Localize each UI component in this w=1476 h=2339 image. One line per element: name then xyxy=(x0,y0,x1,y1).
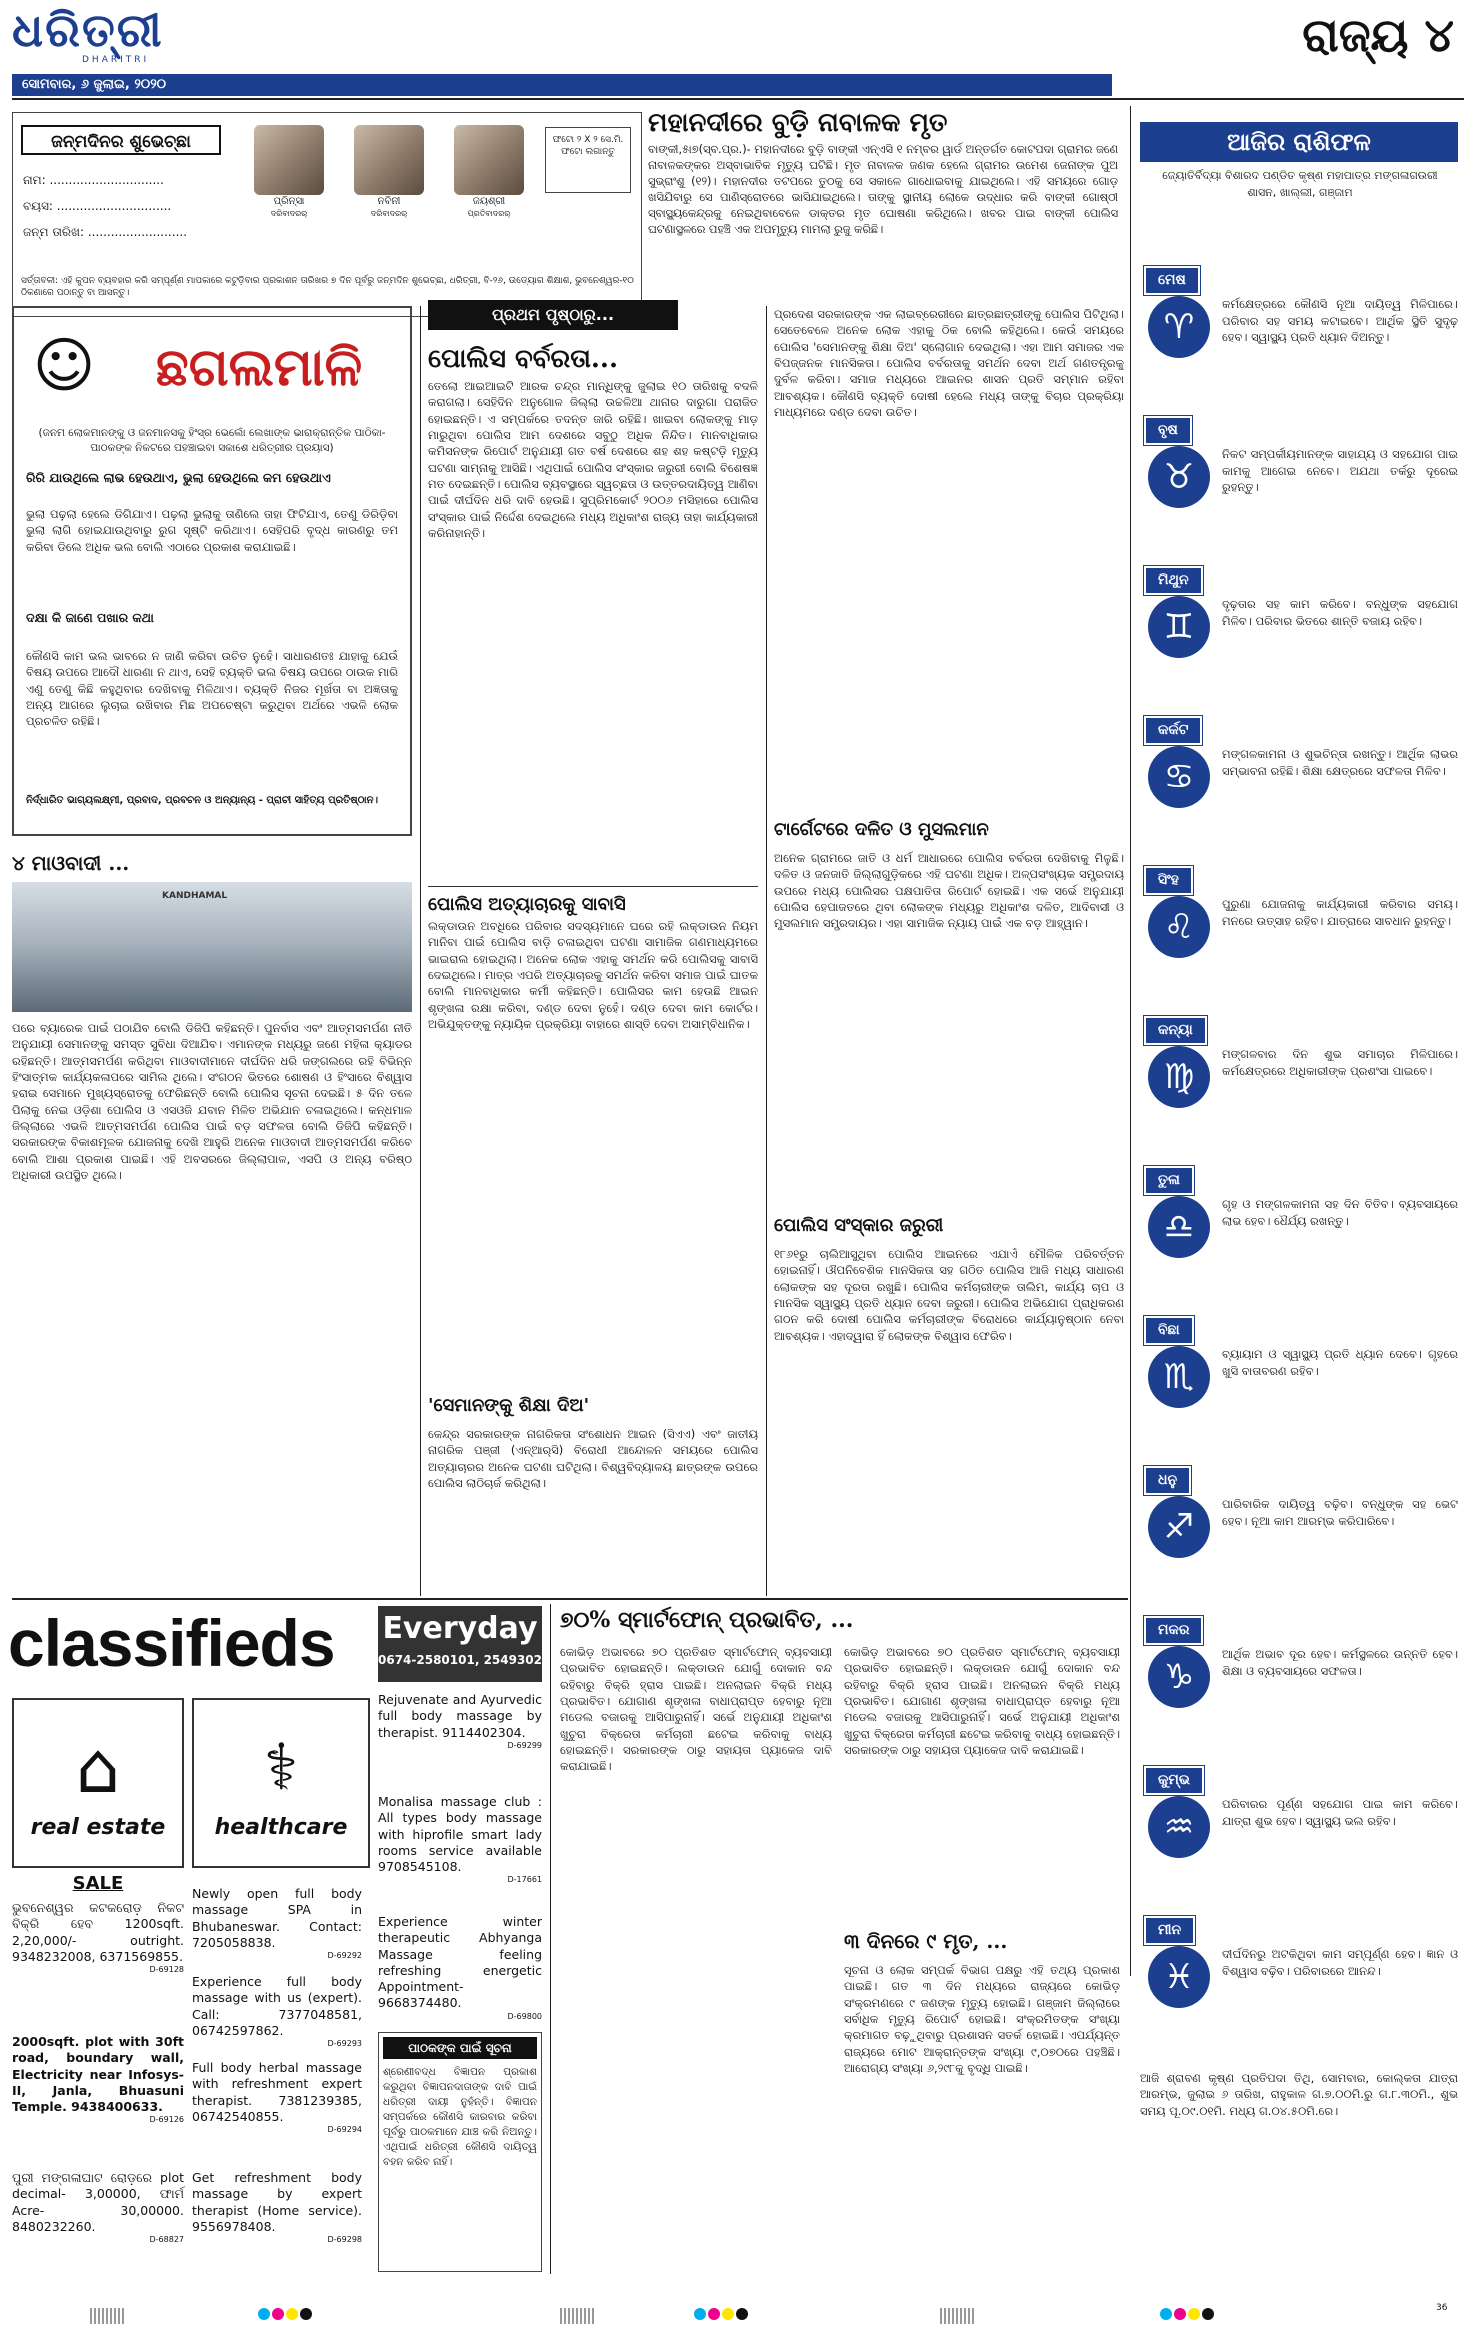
ad-text: 2000sqft. plot with 30ft road, boundary wall, Electricity near Infosys-II, Janla, Bhuasuni Temple. 9438400633. xyxy=(12,2034,184,2114)
birthday-title: ଜନ୍ମଦିନର ଶୁଭେଚ୍ଛା xyxy=(21,125,221,155)
sign-name: ବୃଷ xyxy=(1144,416,1192,445)
stethoscope-icon: ⚕ xyxy=(263,1731,299,1806)
horoscope-sign xyxy=(1140,1162,1458,1306)
sign-name: ତୁଳା xyxy=(1144,1166,1194,1195)
zodiac-icon: ♉ xyxy=(1148,446,1210,508)
form-age-label[interactable]: ବୟସ: .............................. xyxy=(23,199,172,213)
photo-placeholder[interactable]: ଫଟୋ ୨ X ୨ ସେ.ମି. ଫଟୋ ଲଗାନ୍ତୁ xyxy=(545,127,631,193)
maoist-headline: ୪ ମାଓବାଦୀ ... xyxy=(12,851,130,875)
ad-code: D-69128 xyxy=(149,1965,184,1974)
sign-forecast: ବ୍ୟାୟାମ ଓ ସ୍ୱାସ୍ଥ୍ୟ ପ୍ରତି ଧ୍ୟାନ ଦେବେ। ଗୃହରେ ଖୁସି ବାତାବରଣ ରହିବ। xyxy=(1222,1347,1458,1378)
sign-forecast: ନିକଟ ସମ୍ପର୍କୀୟମାନଙ୍କ ସାହାଯ୍ୟ ଓ ସହଯୋଗ ପାଇ କାମକୁ ଆଗେଇ ନେବେ। ଅଯଥା ତର୍କରୁ ଦୂରେଇ ରୁହନ୍ତୁ। xyxy=(1222,447,1458,495)
chagala-text-2: କୌଣସି କାମ ଭଲ ଭାବରେ ନ ଜାଣି କରିବା ଉଚିତ ନୁହେଁ। ସାଧାରଣତଃ ଯାହାକୁ ଯେଉଁ ବିଷୟ ଉପରେ ଆଦୌ ଧାରଣା ନ ଥାଏ, ସେହି ବ୍ୟକ୍ତି ଭଲ ବିଷୟ ଉପରେ ଠାଉକ ମାରି ଏଣୁ ତେଣୁ କିଛି କହୁଥିବାର ଦେଖିବାକୁ ମିଳିଥାଏ। ବ୍ୟକ୍ତି ନିଜର ମୂର୍ଖତା ବା ଅଜ୍ଞତାକୁ ଅନ୍ୟ ଆଗରେ ଲୁଚାଇ ରଖିବାର ମିଛ ଅପଚେଷ୍ଟା କରୁଥିବା ଅର୍ଥରେ ଏଭଳି ଲୋକ ପ୍ରଚଳିତ ରହିଛି। xyxy=(26,649,398,729)
ad-code: D-69299 xyxy=(507,1740,542,1750)
birthday-form xyxy=(23,167,223,245)
horoscope-sign xyxy=(1140,562,1458,706)
kid-name: ନବିନୀ xyxy=(377,196,401,207)
covid-body: ସୂଚନା ଓ ଲୋକ ସମ୍ପର୍କ ବିଭାଗ ପକ୍ଷରୁ ଏହି ତଥ୍ୟ ପ୍ରକାଶ ପାଇଛି। ଗତ ୩ ଦିନ ମଧ୍ୟରେ ରାଜ୍ୟରେ କୋଭିଡ଼ ସଂକ୍ରମଣରେ ୯ ଜଣଙ୍କ ମୃତ୍ୟୁ ହୋଇଛି। ଗଞ୍ଜାମ ଜିଲ୍ଲାରେ ସର୍ବାଧିକ ମୃତ୍ୟୁ ରିପୋର୍ଟ ହୋଇଛି। ସଂକ୍ରମିତଙ୍କ ସଂଖ୍ୟା କ୍ରମାଗତ ବଢ଼ୁଥିବାରୁ ପ୍ରଶାସନ ସତର୍କ ହୋଇଛି। ଏପର୍ଯ୍ୟନ୍ତ ରାଜ୍ୟରେ ମୋଟ ଆକ୍ରାନ୍ତଙ୍କ ସଂଖ୍ୟା ୯,୦୭୦ରେ ପହଞ୍ଚିଛି। ଆରୋଗ୍ୟ ସଂଖ୍ୟା ୬,୨୯୮କୁ ବୃଦ୍ଧି ପାଇଛି। xyxy=(844,1963,1120,2075)
chagala-head-1: ରିରି ଯାଉଥିଲେ ଲାଭ ହେଉଥାଏ, ଭୁଲା ହେଉଥିଲେ କମ ହେଉଥାଏ xyxy=(26,470,331,485)
health-ad-2 xyxy=(378,1794,542,1886)
zodiac-icon: ♐ xyxy=(1148,1496,1210,1558)
horoscope-sign xyxy=(1140,1312,1458,1456)
health-ad-5 xyxy=(192,1974,362,2050)
chagala-title: ଛଗଲମାଳି xyxy=(155,337,363,398)
horoscope-sign xyxy=(1140,1762,1458,1906)
ad-code: D-69800 xyxy=(507,2011,542,2021)
covid-headline: ୩ ଦିନରେ ୯ ମୃତ, ... xyxy=(844,1929,1008,1953)
house-icon: ⌂ xyxy=(75,1727,121,1810)
police-sub-1: ପୋଲିସ ଅତ୍ୟାଚାରକୁ ସାବାସି xyxy=(428,886,758,917)
smartphone-headline: ୭୦% ସ୍ମାର୍ଟଫୋନ୍ ପ୍ରଭାବିତ, ... xyxy=(560,1607,854,1633)
health-ad-6 xyxy=(192,2060,362,2136)
zodiac-icon: ♓ xyxy=(1148,1946,1210,2008)
zodiac-icon: ♎ xyxy=(1148,1196,1210,1258)
logo-latin: DHARITRI xyxy=(82,55,150,65)
sign-name: ବିଛା xyxy=(1144,1316,1194,1345)
cmyk-dots xyxy=(258,2308,314,2325)
ad-text: Newly open full body massage SPA in Bhubaneswar. Contact: 7205058838. xyxy=(192,1886,362,1950)
sign-forecast: ଆର୍ଥିକ ଅଭାବ ଦୂର ହେବ। କର୍ମସ୍ଥଳରେ ଉନ୍ନତି ହେବ। ଶିକ୍ଷା ଓ ବ୍ୟବସାୟରେ ସଫଳତା। xyxy=(1222,1647,1458,1678)
kid-photo xyxy=(354,125,424,195)
sign-forecast: ପୁରୁଣା ଯୋଜନାକୁ କାର୍ଯ୍ୟକାରୀ କରିବାର ସମୟ। ମନରେ ଉତ୍ସାହ ରହିବ। ଯାତ୍ରାରେ ସାବଧାନ ରୁହନ୍ତୁ। xyxy=(1222,897,1458,928)
kid-photo-2 xyxy=(348,125,430,219)
police-sub-2-body: କେନ୍ଦ୍ର ସରକାରଙ୍କ ନାଗରିକତା ସଂଶୋଧନ ଆଇନ (ସିଏଏ) ଏବଂ ଜାତୀୟ ନାଗରିକ ପଞ୍ଜୀ (ଏନ୍‌ଆର୍‌ସି) ବିରୋଧୀ ଆନ୍ଦୋଳନ ସମୟରେ ପୋଲିସ ଅତ୍ୟାଚାରର ଅନେକ ଘଟଣା ଘଟିଥିଲା। ବିଶ୍ୱବିଦ୍ୟାଳୟ ଛାତ୍ରଙ୍କ ଉପରେ ପୋଲିସ ଲାଠିଚାର୍ଜ କରିଥିଲା। xyxy=(428,1427,758,1490)
top-story-headline: ମହାନଦୀରେ ବୁଡ଼ି ନାବାଳକ ମୃତ xyxy=(648,108,948,138)
ad-code: D-69298 xyxy=(327,2235,362,2244)
sale-ad-2 xyxy=(12,2034,184,2126)
kid-name: ଜୟଶ୍ରୀ xyxy=(472,196,506,207)
horoscope-sign xyxy=(1140,862,1458,1006)
sign-name: ମିଥୁନ xyxy=(1144,566,1203,595)
health-ad-7 xyxy=(192,2170,362,2246)
sign-name: କନ୍ୟା xyxy=(1144,1016,1207,1045)
form-dob-label[interactable]: ଜନ୍ମ ତାରିଖ: .......................... xyxy=(23,225,188,239)
sign-name: ମୀନ xyxy=(1144,1916,1195,1945)
registration-mark xyxy=(90,2308,126,2324)
ad-code: D-69293 xyxy=(327,2039,362,2048)
chagala-head-2: ଦକ୍ଷା କି ଜାଣେ ପଖାର କଥା xyxy=(26,610,154,625)
horoscope-sign xyxy=(1140,1012,1458,1156)
real-estate-box xyxy=(12,1698,184,1868)
kid-place: ପ୍ରତିବାଦରର୍ xyxy=(467,208,511,218)
smartphone-body-col2: କୋଭିଡ଼ ଅଭାବରେ ୭୦ ପ୍ରତିଶତ ସ୍ମାର୍ଟଫୋନ୍ ବ୍ୟବସାୟୀ ପ୍ରଭାବିତ ହୋଇଛନ୍ତି। ଲକ୍‌ଡାଉନ ଯୋଗୁଁ ଦୋକାନ ବନ୍ଦ ରହିବାରୁ ବିକ୍ରି ହ୍ରାସ ପାଇଛି। ଅନଲାଇନ ବିକ୍ରି ମଧ୍ୟ ପ୍ରଭାବିତ। ଯୋଗାଣ ଶୃଙ୍ଖଳା ବାଧାପ୍ରାପ୍ତ ହେବାରୁ ନୂଆ ମଡେଲ ବଜାରକୁ ଆସିପାରୁନାହିଁ। ସର୍ଭେ ଅନୁଯାୟୀ ଅଧିକାଂଶ ଖୁଚୁରା ବିକ୍ରେତା କର୍ମଚାରୀ ଛଟେଇ କରିବାକୁ ବାଧ୍ୟ ହୋଇଛନ୍ତି। ସରକାରଙ୍କ ଠାରୁ ସହାୟତା ପ୍ୟାକେଜ ଦାବି କରାଯାଇଛି। xyxy=(844,1645,1120,1757)
ad-text: ପୁରୀ ମଙ୍ଗଳାଘାଟ ରୋଡ଼ରେ plot decimal- 3,00000, ଫାର୍ମ Acre- 30,00000. 8480232260. xyxy=(12,2170,184,2234)
zodiac-icon: ♑ xyxy=(1148,1646,1210,1708)
police-sub-3: ଟାର୍ଗେଟରେ ଦଳିତ ଓ ମୁସଲମାନ xyxy=(774,819,989,840)
sign-name: ସିଂହ xyxy=(1144,866,1193,895)
police-sub-1-body: ଲକ୍‌ଡାଉନ ଅବଧିରେ ପରିବାର ସଦସ୍ୟମାନେ ଘରେ ରହି ଲକ୍‌ଡାଉନ ନିୟମ ମାନିବା ପାଇଁ ପୋଲିସ ବାଡ଼ି ଚଳାଇଥିବା ଘଟଣା ସାମାଜିକ ଗଣମାଧ୍ୟମରେ ଭାଇରାଲ ହୋଇଥିଲା। ଅନେକ ଲୋକ ଏହାକୁ ସମର୍ଥନ କରି ପୋଲିସକୁ ସାବାସି ଦେଇଥିଲେ। ମାତ୍ର ଏପରି ଅତ୍ୟାଚାରକୁ ସମର୍ଥନ କରିବା ସମାଜ ପାଇଁ ଘାତକ ବୋଲି ମାନବାଧିକାର କର୍ମୀ କହିଛନ୍ତି। ପୋଲିସର କାମ ହେଉଛି ଆଇନ ଶୃଙ୍ଖଳା ରକ୍ଷା କରିବା, ଦଣ୍ଡ ଦେବା ନୁହେଁ। ଦଣ୍ଡ ଦେବା କାମ କୋର୍ଟର। ଅଭିଯୁକ୍ତଙ୍କୁ ନ୍ୟାୟିକ ପ୍ରକ୍ରିୟା ବାହାରେ ଶାସ୍ତି ଦେବା ଅସାମ୍ବିଧାନିକ। xyxy=(428,919,758,1031)
chagala-subtitle: (ଜନମ ଲୋକମାନଙ୍କୁ ଓ ଜନମାନସକୁ ହିଂସ୍ର ଭେଲୋଁ ଲେଖାଙ୍କ ଭାରାକ୍ରାନ୍ତିକ ପାଠିକା-ପାଠକଙ୍କ ନିକଟରେ ପହଞ୍ଚାଇବା ସକାଶେ ଧରିତ୍ରୀର ପ୍ରୟାସ) xyxy=(38,427,386,454)
maoist-press-photo xyxy=(12,882,412,1012)
smartphone-body-col1: କୋଭିଡ଼ ଅଭାବରେ ୭୦ ପ୍ରତିଶତ ସ୍ମାର୍ଟଫୋନ୍ ବ୍ୟବସାୟୀ ପ୍ରଭାବିତ ହୋଇଛନ୍ତି। ଲକ୍‌ଡାଉନ ଯୋଗୁଁ ଦୋକାନ ବନ୍ଦ ରହିବାରୁ ବିକ୍ରି ହ୍ରାସ ପାଇଛି। ଅନଲାଇନ ବିକ୍ରି ମଧ୍ୟ ପ୍ରଭାବିତ। ଯୋଗାଣ ଶୃଙ୍ଖଳା ବାଧାପ୍ରାପ୍ତ ହେବାରୁ ନୂଆ ମଡେଲ ବଜାରକୁ ଆସିପାରୁନାହିଁ। ସର୍ଭେ ଅନୁଯାୟୀ ଅଧିକାଂଶ ଖୁଚୁରା ବିକ୍ରେତା କର୍ମଚାରୀ ଛଟେଇ କରିବାକୁ ବାଧ୍ୟ ହୋଇଛନ୍ତି। ସରକାରଙ୍କ ଠାରୁ ସହାୟତା ପ୍ୟାକେଜ ଦାବି କରାଯାଇଛି। xyxy=(560,1645,832,1774)
police-sub-3-body: ଅନେକ ଗ୍ରାମରେ ଜାତି ଓ ଧର୍ମ ଆଧାରରେ ପୋଲିସ ବର୍ବରତା ଦେଖିବାକୁ ମିଳୁଛି। ଦଳିତ ଓ ଜନଜାତି ଜିଲ୍ଲାଗୁଡ଼ିକରେ ଏହି ଘଟଣା ଅଧିକ। ଅଳ୍ପସଂଖ୍ୟକ ସମ୍ପ୍ରଦାୟ ଉପରେ ମଧ୍ୟ ପୋଲିସର ପକ୍ଷପାତିତା ରିପୋର୍ଟ ହୋଇଛି। ଏକ ସର୍ଭେ ଅନୁଯାୟୀ ପୋଲିସ ହେପାଜତରେ ଥିବା ଲୋକଙ୍କ ମଧ୍ୟରୁ ଅଧିକାଂଶ ଦଳିତ, ଆଦିବାସୀ ଓ ମୁସଲମାନ ସମ୍ପ୍ରଦାୟର। ଏହା ସାମାଜିକ ନ୍ୟାୟ ପାଇଁ ଏକ ବଡ଼ ଆହ୍ୱାନ। xyxy=(774,851,1124,931)
section-title: ରାଜ୍ୟ ୪ xyxy=(1302,8,1454,62)
horoscope-sign xyxy=(1140,712,1458,856)
notice-body: ଶ୍ରେଣୀବଦ୍ଧ ବିଜ୍ଞାପନ ପ୍ରକାଶ କରୁଥିବା ବିଜ୍ଞାପନଦାତାଙ୍କ ଦାବି ପାଇଁ ଧରିତ୍ରୀ ଦାୟୀ ନୁହଁନ୍ତି। ବିଜ୍ଞାପନ ସମ୍ପର୍କରେ କୌଣସି କାରବାର କରିବା ପୂର୍ବରୁ ପାଠକମାନେ ଯାଞ୍ଚ କରି ନିଅନ୍ତୁ। ଏଥିପାଇଁ ଧରିତ୍ରୀ କୌଣସି ଦାୟିତ୍ୱ ବହନ କରିବ ନାହିଁ। xyxy=(383,2066,537,2168)
chagala-text-1: ଭୁଲା ପଢ଼ଲା ହେଲେ ଡିଗିଯାଏ। ପଢ଼ଲା ଭୁଲାକୁ ତାଣିଲେ ତାହା ଫିଟିଯାଏ, ତେଣୁ ଡିରିଡ଼ିବା ଭୁଲା ଲାଗି ହୋଇଯାଉଥିବାରୁ ରୁଗ ସୃଷ୍ଟି କରିଥାଏ। ସେହିପରି ବୃଦ୍ଧ କାରଣରୁ ତମ କରିବା ଡିଲେ ଅଧିକ ଭଲ ବୋଲି ଏଠାରେ ପ୍ରକାଶ କରାଯାଇଛି। xyxy=(26,507,398,554)
sign-forecast: ପାରିବାରିକ ଦାୟିତ୍ୱ ବଢ଼ିବ। ବନ୍ଧୁଙ୍କ ସହ ଭେଟ ହେବ। ନୂଆ କାମ ଆରମ୍ଭ କରିପାରିବେ। xyxy=(1222,1497,1458,1528)
sign-name: କୁମ୍ଭ xyxy=(1144,1766,1204,1795)
sign-name: ଧନୁ xyxy=(1144,1466,1191,1495)
kid-photo-1 xyxy=(248,125,330,219)
sale-heading: SALE xyxy=(72,1873,124,1894)
registration-mark xyxy=(940,2308,976,2324)
cmyk-dots xyxy=(1160,2308,1216,2325)
ad-code: D-17661 xyxy=(507,1875,542,1885)
reader-notice xyxy=(378,2032,542,2272)
notice-title: ପାଠକଙ୍କ ପାଇଁ ସୂଚନା xyxy=(383,2037,537,2059)
sign-name: କର୍କଟ xyxy=(1144,716,1202,745)
ad-code: D-69126 xyxy=(149,2115,184,2125)
zodiac-icon: ♈ xyxy=(1148,296,1210,358)
everyday-block xyxy=(378,1606,542,1682)
sign-forecast: ଦୃଢ଼ତାର ସହ କାମ କରିବେ। ବନ୍ଧୁଙ୍କ ସହଯୋଗ ମିଳିବ। ପରିବାର ଭିତରେ ଶାନ୍ତି ବଜାୟ ରହିବ। xyxy=(1222,597,1458,628)
chagala-box xyxy=(12,306,412,836)
ad-text: Monalisa massage club : All types body massage with hiprofile smart lady rooms service available 9708545108. xyxy=(378,1794,542,1874)
birthday-coupon xyxy=(12,112,642,317)
logo-wordmark: ଧରିତ୍ରୀ xyxy=(12,3,164,57)
everyday-label: Everyday xyxy=(382,1611,538,1646)
form-name-label[interactable]: ନାମ: .............................. xyxy=(23,173,164,187)
zodiac-icon: ♊ xyxy=(1148,596,1210,658)
newspaper-logo xyxy=(12,3,222,65)
health-ad-3 xyxy=(378,1914,542,2022)
zodiac-icon: ♒ xyxy=(1148,1796,1210,1858)
ad-code: D-69294 xyxy=(327,2125,362,2134)
kid-photo xyxy=(454,125,524,195)
horoscope-sign xyxy=(1140,262,1458,406)
horoscope-title: ଆଜିର ରାଶିଫଳ xyxy=(1140,122,1458,162)
kid-place: ଦରିବାଦରର୍ xyxy=(270,208,308,218)
ad-text: Get refreshment body massage by expert therapist (Home service). 9556978408. xyxy=(192,2170,362,2234)
health-ad-4 xyxy=(192,1886,362,1962)
horoscope-sign xyxy=(1140,1462,1458,1606)
photo-banner-text: KANDHAMAL xyxy=(162,891,228,901)
ad-text: Full body herbal massage with refreshment expert therapist. 7381239385, 06742540855. xyxy=(192,2060,362,2124)
chagala-credit: ନିର୍ଦ୍ଧାରିତ ଭାଗ୍ୟଲକ୍ଷ୍ମୀ, ପ୍ରବାଦ, ପ୍ରବଚନ ଓ ଅନ୍ୟାନ୍ୟ - ପ୍ରାଚୀ ସାହିତ୍ୟ ପ୍ରତିଷ୍ଠାନ। xyxy=(26,795,379,806)
healthcare-label: healthcare xyxy=(214,1815,348,1841)
dateline: ସୋମବାର, ୬ ଜୁଲାଇ, ୨୦୨୦ xyxy=(12,74,1112,96)
sign-forecast: କର୍ମକ୍ଷେତ୍ରରେ କୌଣସି ନୂଆ ଦାୟିତ୍ୱ ମିଳିପାରେ। ପରିବାର ସହ ସମୟ କଟାଇବେ। ଆର୍ଥିକ ସ୍ଥିତି ସୁଦୃଢ଼ ହେବ। ସ୍ୱାସ୍ଥ୍ୟ ପ୍ରତି ଧ୍ୟାନ ଦିଅନ୍ତୁ। xyxy=(1222,297,1458,345)
police-sub-4-body: ୧୮୬୧ରୁ ଚାଲିଆସୁଥିବା ପୋଲିସ ଆଇନରେ ଏଯାଏଁ ମୌଳିକ ପରିବର୍ତ୍ତନ ହୋଇନାହିଁ। ଔପନିବେଶିକ ମାନସିକତା ସହ ଗଠିତ ପୋଲିସ ଆଜି ମଧ୍ୟ ସାଧାରଣ ଲୋକଙ୍କ ସହ ଦୂରତା ରଖୁଛି। ପୋଲିସ କର୍ମଚାରୀଙ୍କ ତାଲିମ, କାର୍ଯ୍ୟ ଚାପ ଓ ମାନସିକ ସ୍ୱାସ୍ଥ୍ୟ ପ୍ରତି ଧ୍ୟାନ ଦେବା ଜରୁରୀ। ପୋଲିସ ଅଭିଯୋଗ ପ୍ରାଧିକରଣ ଗଠନ କରି ଦୋଷୀ ପୋଲିସ କର୍ମଚାରୀଙ୍କ ବିରୋଧରେ କାର୍ଯ୍ୟାନୁଷ୍ଠାନ ନେବା ଆବଶ୍ୟକ। ଏହାଦ୍ୱାରା ହିଁ ଲୋକଙ୍କ ବିଶ୍ୱାସ ଫେରିବ। xyxy=(774,1247,1124,1343)
police-sub-2: 'ସେମାନଙ୍କୁ ଶିକ୍ଷା ଦିଅ' xyxy=(428,1395,590,1416)
registration-mark xyxy=(560,2308,596,2324)
real-estate-label: real estate xyxy=(30,1815,166,1841)
sale-ad-3 xyxy=(12,2170,184,2246)
police-headline: ପୋଲିସ ବର୍ବରତା... xyxy=(428,344,619,374)
classifieds-title: classifieds xyxy=(8,1606,335,1680)
ad-text: Experience winter therapeutic Abhyanga Massage feeling refreshing energetic Appointment-9668374480. xyxy=(378,1914,542,2011)
police-right-body: ପ୍ରଦେଶ ସରକାରଙ୍କ ଏକ ଲାଇବ୍ରେରୀରେ ଛାତ୍ରଛାତ୍ରୀଙ୍କୁ ପୋଲିସ ପିଟିଥିଲା। ସେତେବେଳେ ଅନେକ ଲୋକ ଏହାକୁ ଠିକ ବୋଲି କହିଥିଲେ। କେଉଁ ସମୟରେ ପୋଲିସ 'ସେମାନଙ୍କୁ ଶିକ୍ଷା ଦିଅ' ସ୍ଲୋଗାନ ଦେଇଥିଲା। ଏହା ଆମ ସମାଜର ଏକ ବିପଜ୍ଜନକ ମାନସିକତା। ପୋଲିସ ବର୍ବରତାକୁ ସମର୍ଥନ ଦେବା ଅର୍ଥ ଗଣତନ୍ତ୍ରକୁ ଦୁର୍ବଳ କରିବା। ସମାଜ ମଧ୍ୟରେ ଆଇନର ଶାସନ ପ୍ରତି ସମ୍ମାନ ରହିବା ଆବଶ୍ୟକ। କୌଣସି ବ୍ୟକ୍ତି ଦୋଷୀ ହେଲେ ମଧ୍ୟ ତାଙ୍କୁ ବିଚାର ପ୍ରକ୍ରିୟା ମାଧ୍ୟମରେ ଦଣ୍ଡ ଦେବା ଉଚିତ। xyxy=(774,307,1124,419)
birthday-note: ସର୍ତ୍ତାବଳୀ: ଏହି କୁପନ ବ୍ୟବହାର କରି ସମ୍ପୂର୍ଣ୍ଣ ମାପକାରେ କଟୁଡ଼ିବାର ପ୍ରକାଶନ ତାରିଖର ୭ ଦିନ ପୂର୍ବରୁ ଜନ୍ମଦିନ ଶୁଭେଚ୍ଛା, ଧରିତ୍ରୀ, ବି-୨୬, ଉଡ୍ୟୋଗ ଶିକ୍ଷାଶ, ଭୁବନେଶ୍ୱର-୧୦ ଠିକଣାରେ ପଠାନ୍ତୁ ବା ଆସନ୍ତୁ। xyxy=(21,276,634,299)
sale-ad-1 xyxy=(12,1900,184,1976)
sign-name: ମେଷ xyxy=(1144,266,1200,295)
sign-forecast: ଗୃହ ଓ ମଙ୍ଗଳକାମନା ସହ ଦିନ ବିତିବ। ବ୍ୟବସାୟରେ ଲାଭ ହେବ। ଧୈର୍ଯ୍ୟ ରଖନ୍ତୁ। xyxy=(1222,1197,1458,1228)
kid-photo xyxy=(254,125,324,195)
police-body: ତେଲୋ ଆଇଆଇଟି ଆରକ ଚନ୍ଦ୍ର ମାନ୍ଧିଙ୍କୁ ଜୁଲାଇ ୧୦ ତାରିଖକୁ ବଦଳି କରାଗଲା। ସେହିଦିନ ଅନୁଗୋଳ ଜିଲ୍ଲା ଉଚ୍ଚଳିଆ ଥାନାର ଦାରୁଗା ପରାଜିତ ହୋଇଛନ୍ତି। ଏ ସମ୍ପର୍କରେ ତଦନ୍ତ ଜାରି ରହିଛି। ଖାଇବା ଲୋକଙ୍କୁ ମାଡ଼ ମାରୁଥିବା ପୋଲିସ ଆମ ଦେଶରେ ସବୁଠୁ ଅଧିକ ନିନ୍ଦିତ। ମାନବାଧିକାର କମିସନଙ୍କ ରିପୋର୍ଟ ଅନୁଯାୟୀ ଗତ ବର୍ଷ ଦେଶରେ ଶହ ଶହ କଷ୍ଟଡ଼ି ମୃତ୍ୟୁ ଘଟଣା ସାମ୍ନାକୁ ଆସିଛି। ଏଥିପାଇଁ ପୋଲିସ ସଂସ୍କାର ଜରୁରୀ ବୋଲି ବିଶେଷଜ୍ଞ ମତ ଦେଇଛନ୍ତି। ପୋଲିସ ବ୍ୟବସ୍ଥାରେ ସ୍ୱଚ୍ଛତା ଓ ଉତ୍ତରଦାୟିତ୍ୱ ଆଣିବା ପାଇଁ ଦୀର୍ଘଦିନ ଧରି ଦାବି ହେଉଛି। ସୁପ୍ରିମକୋର୍ଟ ୨୦୦୬ ମସିହାରେ ପୋଲିସ ସଂସ୍କାର ପାଇଁ ନିର୍ଦ୍ଦେଶ ଦେଇଥିଲେ ମଧ୍ୟ ଅଧିକାଂଶ ରାଜ୍ୟ ତାହା କାର୍ଯ୍ୟକାରୀ କରିନାହାନ୍ତି। xyxy=(428,379,758,540)
police-sub-4: ପୋଲିସ ସଂସ୍କାର ଜରୁରୀ xyxy=(774,1215,944,1236)
ad-text: Rejuvenate and Ayurvedic full body massage by therapist. 9114402304. xyxy=(378,1692,542,1740)
sign-forecast: ମଙ୍ଗଳବାର ଦିନ ଶୁଭ ସମାଚାର ମିଳିପାରେ। କର୍ମକ୍ଷେତ୍ରରେ ଅଧିକାରୀଙ୍କ ପ୍ରଶଂସା ପାଇବେ। xyxy=(1222,1047,1458,1078)
horoscope-sign xyxy=(1140,412,1458,556)
ad-text: ଭୁବନେଶ୍ୱର କଟକରୋଡ଼ ନିକଟ ବିକ୍ରି ହେବ 1200sqft. 2,20,000/- outright. 9348232008, 6371569855. xyxy=(12,1900,184,1964)
cmyk-dots xyxy=(694,2308,750,2325)
ad-code: D-68827 xyxy=(149,2235,184,2244)
top-story-body: ବାଙ୍କୀ,୫ା୭(ସ୍ବ.ପ୍ର.)- ମହାନଦୀରେ ବୁଡ଼ି ବାଙ୍କୀ ଏନ୍‌ଏସି ୧ ନମ୍ବର ୱାର୍ଡ ଅନ୍ତର୍ଗତ କୋଟପଦା ଗ୍ରାମର ଜଣେ ନାବାଳକଙ୍କର ଅସ୍ବାଭାବିକ ମୃତ୍ୟୁ ଘଟିଛି। ମୃତ ନାବାଳକ ଜଣକ ହେଲେ ଗ୍ରାମର ଉମେଶ ଜେନାଙ୍କ ପୁଅ ସୁଭ୍ରାଂଶୁ (୧୨)। ମହାନଦୀର ତଟପରେ ତୁଠକୁ ସେ ସକାଳେ ଗାଧୋଇବାକୁ ଯାଇଥିଲେ। ଏହି ସମୟରେ ଗୋଡ଼ ଖସିଯିବାରୁ ସେ ପାଣିସ୍ରୋତରେ ଭାସିଯାଇଥିଲେ। ତାଙ୍କୁ ସ୍ଥାନୀୟ ଲୋକେ ଉଦ୍ଧାର କରି ବାଙ୍କୀ ଗୋଷ୍ଠୀ ସ୍ବାସ୍ଥ୍ୟକେନ୍ଦ୍ରକୁ ନେଇଥିବାବେଳେ ଡାକ୍ତର ମୃତ ଘୋଷଣା କରିଥିଲେ। ଖବର ପାଇ ବାଙ୍କୀ ପୋଲିସ ଘଟଣାସ୍ଥଳରେ ପହଞ୍ଚି ଏକ ଅପମୃତ୍ୟୁ ମାମଲା ରୁଜୁ କରିଛି। xyxy=(648,143,1118,237)
maoist-body: ପରେ ବ୍ୟାରେକ ପାଇଁ ପଠାଯିବ ବୋଲି ଡିଜିପି କହିଛନ୍ତି। ପୁନର୍ବାସ ଏବଂ ଆତ୍ମସମର୍ପଣ ନୀତି ଅନୁଯାୟୀ ସେମାନଙ୍କୁ ସମସ୍ତ ସୁବିଧା ଦିଆଯିବ। ଏମାନଙ୍କ ମଧ୍ୟରୁ ଜଣେ ମହିଳା କ୍ୟାଡର ରହିଛନ୍ତି। ଆତ୍ମସମର୍ପଣ କରିଥିବା ମାଓବାଦୀମାନେ ଦୀର୍ଘଦିନ ଧରି ଜଙ୍ଗଲରେ ରହି ବିଭିନ୍ନ ହିଂସାତ୍ମକ କାର୍ଯ୍ୟକଳାପରେ ସାମିଲ ଥିଲେ। ସଂଗଠନ ଭିତରେ ଶୋଷଣ ଓ ହିଂସାରେ ବିଶ୍ୱାସ ହରାଇ ସେମାନେ ମୁଖ୍ୟସ୍ରୋତକୁ ଫେରିଛନ୍ତି ବୋଲି ପୋଲିସ ସୂଚନା ଦେଇଛି। ୫ ଦିନ ତଳେ ପିଲାକୁ ନେଇ ଓଡ଼ିଶା ପୋଲିସ ଓ ଏସଓଜି ଯବାନ ମିଳିତ ଅଭିଯାନ ଚଳାଇଥିଲେ। କନ୍ଧମାଳ ଜିଲ୍ଲାରେ ଏଭଳି ଆତ୍ମସମର୍ପଣ ପୋଲିସ ପାଇଁ ବଡ଼ ସଫଳତା ବୋଲି ଡିଜିପି କହିଛନ୍ତି। ସରକାରଙ୍କ ବିକାଶମୂଳକ ଯୋଜନାକୁ ଦେଖି ଆହୁରି ଅନେକ ମାଓବାଦୀ ଆତ୍ମସମର୍ପଣ କରିବେ ବୋଲି ଆଶା ପ୍ରକାଶ ପାଇଛି। ଏହି ଅବସରରେ ଜିଲ୍ଲାପାଳ, ଏସପି ଓ ଅନ୍ୟ ବରିଷ୍ଠ ଅଧିକାରୀ ଉପସ୍ଥିତ ଥିଲେ। xyxy=(12,1021,412,1182)
zodiac-icon: ♏ xyxy=(1148,1346,1210,1408)
horoscope-sign xyxy=(1140,1912,1458,2056)
health-ad-1 xyxy=(378,1692,542,1752)
zodiac-icon: ♌ xyxy=(1148,896,1210,958)
kid-name: ପ୍ରିନ୍ସା xyxy=(273,196,305,207)
sign-forecast: ପରିବାରର ପୂର୍ଣ୍ଣ ସହଯୋଗ ପାଇ କାମ କରିବେ। ଯାତ୍ରା ଶୁଭ ହେବ। ସ୍ୱାସ୍ଥ୍ୟ ଭଲ ରହିବ। xyxy=(1222,1797,1458,1828)
registration-marks xyxy=(0,2300,1476,2330)
top-story xyxy=(648,106,1118,321)
ad-text: Experience full body massage with us (expert). Call: 7377048581, 06742597862. xyxy=(192,1974,362,2038)
zodiac-icon: ♍ xyxy=(1148,1046,1210,1108)
classified-phones: 0674-2580101, 2549302 xyxy=(378,1653,543,1667)
panchang: ଆଜି ଶ୍ରାବଣ କୃଷ୍ଣ ପ୍ରତିପଦା ତିଥି, ସୋମବାର, କୋଲ୍‌କତା ଯାତ୍ରା ଆରମ୍ଭ, ଜୁଲାଇ ୬ ତାରିଖ, ରାହୁକାଳ ଗ.୭.୦୦ମି.ରୁ ଗ.୮.୩୦ମି., ଶୁଭ ସମୟ ପୂ.୦୯.୦୧ମି. ମଧ୍ୟ ଗ.୦୪.୫୦ମି.ରେ। xyxy=(1140,2071,1458,2118)
horoscope-sign xyxy=(1140,1612,1458,1756)
sign-name: ମକର xyxy=(1144,1616,1203,1645)
cartoon-face-icon: ☺ xyxy=(32,331,96,401)
horoscope-byline: ଜ୍ୟୋତିର୍ବିଦ୍ୟା ବିଶାରଦ ପଣ୍ଡିତ କୃଷ୍ଣ ମହାପାତ୍ର ମଙ୍ଗଳାଗଉରୀ ଶାସନ, ଖାଲ୍ଲୀ, ଗଞ୍ଜାମ xyxy=(1162,169,1438,199)
kid-place: ଦରିବାଦରର୍ xyxy=(370,208,408,218)
sign-forecast: ଦୀର୍ଘଦିନରୁ ଅଟକିଥିବା କାମ ସମ୍ପୂର୍ଣ୍ଣ ହେବ। ଜ୍ଞାନ ଓ ବିଶ୍ୱାସ ବଢ଼ିବ। ପରିବାରରେ ଆନନ୍ଦ। xyxy=(1222,1947,1458,1978)
kid-photo-3 xyxy=(448,125,530,219)
healthcare-box xyxy=(192,1698,370,1868)
zodiac-icon: ♋ xyxy=(1148,746,1210,808)
page-number: 36 xyxy=(1436,2303,1448,2313)
front-page-banner: ପ୍ରଥମ ପୃଷ୍ଠାରୁ... xyxy=(428,300,678,330)
ad-code: D-69292 xyxy=(327,1951,362,1960)
sign-forecast: ମଙ୍ଗଳକାମନା ଓ ଶୁଭଚିନ୍ତା ରଖନ୍ତୁ। ଆର୍ଥିକ ଲାଭର ସମ୍ଭାବନା ରହିଛି। ଶିକ୍ଷା କ୍ଷେତ୍ରରେ ସଫଳତା ମିଳିବ। xyxy=(1222,747,1458,778)
